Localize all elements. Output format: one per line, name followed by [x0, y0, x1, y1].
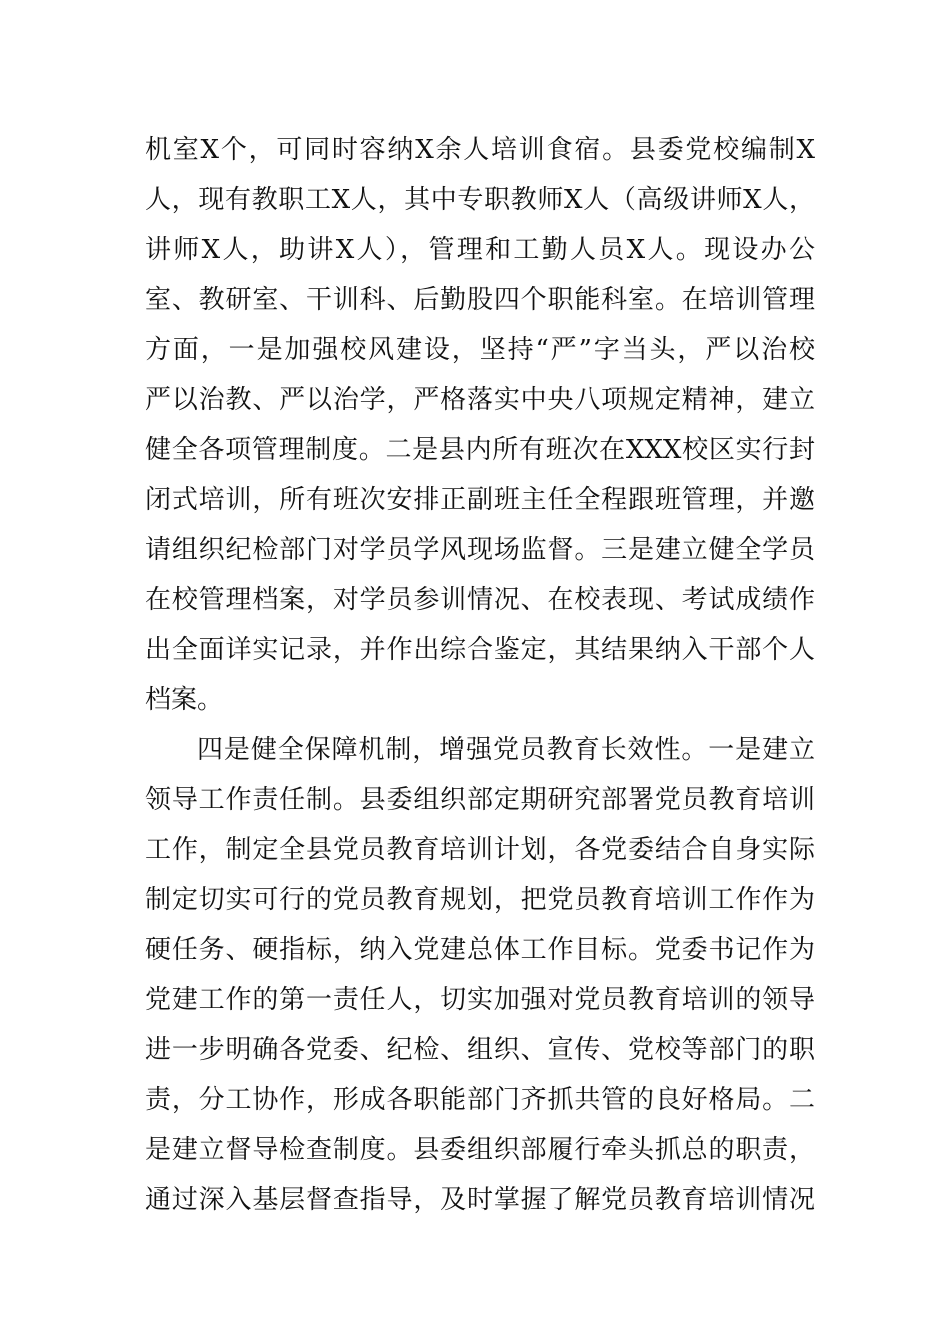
- text-line: 机室X个，可同时容纳X余人培训食宿。县委党校编制X: [145, 135, 815, 165]
- text-line: 党建工作的第一责任人，切实加强对党员教育培训的领导: [145, 985, 815, 1015]
- text-line: 健全各项管理制度。二是县内所有班次在XXX校区实行封: [145, 435, 815, 465]
- text-line: 请组织纪检部门对学员学风现场监督。三是建立健全学员: [145, 535, 815, 565]
- text-line: 责，分工协作，形成各职能部门齐抓共管的良好格局。二: [145, 1085, 815, 1115]
- text-line: 闭式培训，所有班次安排正副班主任全程跟班管理，并邀: [145, 485, 815, 515]
- text-line: 讲师X人，助讲X人），管理和工勤人员X人。现设办公: [145, 235, 815, 265]
- text-line: 人，现有教职工X人，其中专职教师X人（高级讲师X人，: [145, 185, 815, 215]
- text-line: 工作，制定全县党员教育培训计划，各党委结合自身实际: [145, 835, 815, 865]
- paragraph-first-line: 四是健全保障机制，增强党员教育长效性。一是建立: [197, 735, 815, 765]
- text-line: 出全面详实记录，并作出综合鉴定，其结果纳入干部个人: [145, 635, 815, 665]
- text-line: 是建立督导检查制度。县委组织部履行牵头抓总的职责，: [145, 1135, 815, 1165]
- text-line: 室、教研室、干训科、后勤股四个职能科室。在培训管理: [145, 285, 815, 315]
- text-line: 通过深入基层督查指导，及时掌握了解党员教育培训情况: [145, 1185, 815, 1215]
- text-line: 进一步明确各党委、纪检、组织、宣传、党校等部门的职: [145, 1035, 815, 1065]
- text-line: 档案。: [145, 685, 224, 715]
- text-line: 领导工作责任制。县委组织部定期研究部署党员教育培训: [145, 785, 815, 815]
- text-line: 制定切实可行的党员教育规划，把党员教育培训工作作为: [145, 885, 815, 915]
- text-line: 在校管理档案，对学员参训情况、在校表现、考试成绩作: [145, 585, 815, 615]
- text-line: 硬任务、硬指标，纳入党建总体工作目标。党委书记作为: [145, 935, 815, 965]
- text-line: 方面，一是加强校风建设，坚持“严”字当头，严以治校: [145, 335, 815, 365]
- text-line: 严以治教、严以治学，严格落实中央八项规定精神，建立: [145, 385, 815, 415]
